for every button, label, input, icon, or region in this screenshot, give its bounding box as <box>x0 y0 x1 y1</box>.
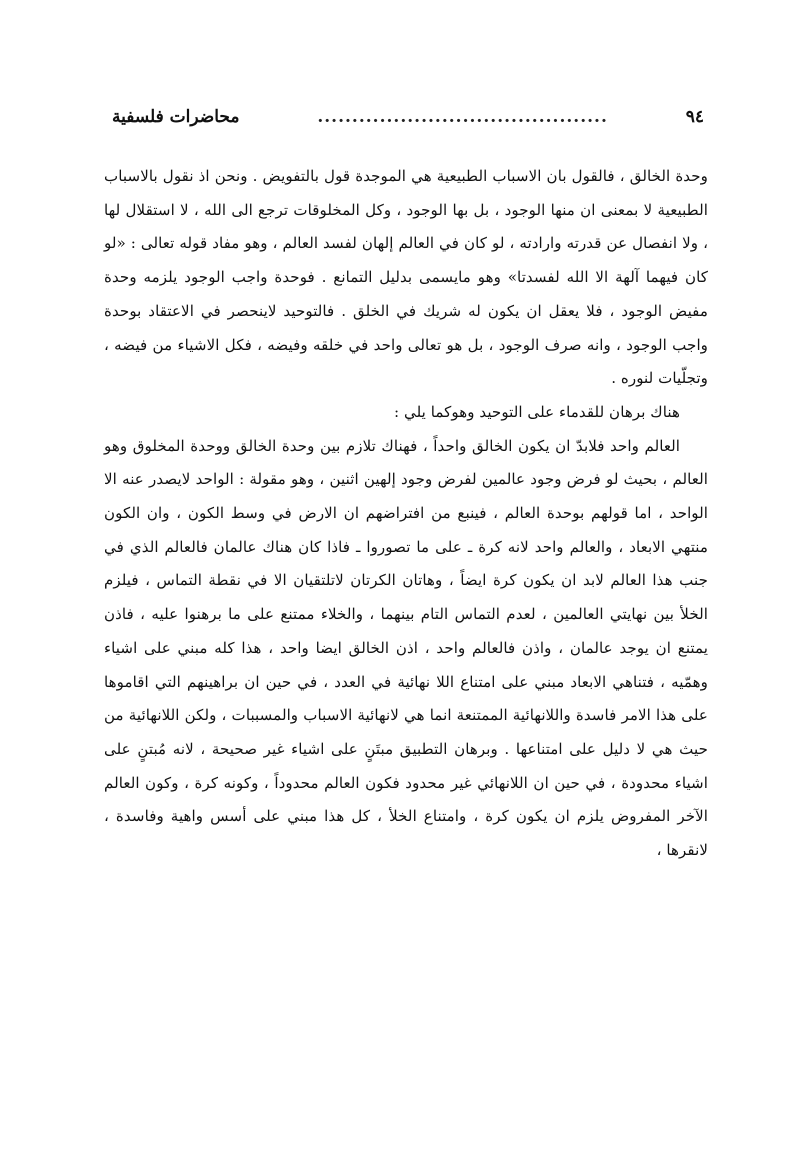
paragraph-1: وحدة الخالق ، فالقول بان الاسباب الطبيعية هي الموجدة قول بالتفويض . ونحن اذ نقول بالاسباب الطبيعية لا بمعنى ان منها الوجود ، بل بها الوجود ، وكل المخلوقات ترجع الى الله ، لا استقلال لها ، ولا انفصال عن قدرته وارادته ، لو كان في العالم إلهان لفسد العالم ، وهو مفاد قوله تعالى : «لو كان فيهما آلهة الا الله لفسدتا» وهو مايسمى بدليل التمانع . فوحدة واجب الوجود يلزمه وحدة مفيض الوجود ، فلا يعقل ان يكون له شريك في الخلق . فالتوحيد لاينحصر في الاعتقاد بوحدة واجب الوجود ، وانه صرف الوجود ، بل هو تعالى واحد في خلقه وفيضه ، فكل الاشياء من فيضه ، وتجلّيات لنوره . <box>104 167 708 388</box>
page-header <box>112 104 704 130</box>
paragraph-2: هناك برهان للقدماء على التوحيد وهوكما يلي : <box>394 402 680 421</box>
paragraph-3: العالم واحد فلابدّ ان يكون الخالق واحداً ، فهناك تلازم بين وحدة الخالق ووحدة المخلوق وهو العالم ، بحيث لو فرض وجود عالمين لفرض وجود إلهين اثنين ، وهو مقولة : الواحد لايصدر عنه الا الواحد ، اما قولهم بوحدة العالم ، فينبع من افتراضهم ان الارض في وسط الكون ، وان الكون منتهي الابعاد ، والعالم واحد لانه كرة ـ على ما تصوروا ـ فاذا كان هناك عالمان فالعالم الذي في جنب هذا العالم لابد ان يكون كرة ايضاً ، وهاتان الكرتان لاتلتقيان الا في نقطة التماس ، فيلزم الخلأ بين نهايتي العالمين ، لعدم التماس التام بينهما ، والخلاء ممتنع على ما برهنوا عليه ، فاذن يمتنع ان يوجد عالمان ، واذن فالعالم واحد ، اذن الخالق ايضا واحد ، هذا كله مبني على اشياء وهمّيه ، فتناهي الابعاد مبني على امتناع اللا نهائية في العدد ، في حين ان براهينهم التي اقاموها على هذا الامر فاسدة واللانهائية الممتنعة انما هي لانهائية الاسباب والمسببات ، ولكن اللانهائية من حيث هي لا دليل على امتناعها . وبرهان التطبيق مبتَنٍ على اشياء غير صحيحة ، لانه مُبتنٍ على اشياء محدودة ، في حين ان اللانهائي غير محدود فكون العالم محدوداً ، وكونه كرة ، وكون العالم الآخر المفروض يلزم ان يكون كرة ، وامتناع الخلأ ، كل هذا مبني على أسس واهية وفاسدة ، لانقرها ، <box>104 436 708 860</box>
body-text <box>104 160 708 868</box>
running-title: محاضرات فلسفية <box>112 107 240 127</box>
page-number: ٩٤ <box>685 107 704 127</box>
header-leader-dots: .......................................... <box>317 107 608 127</box>
